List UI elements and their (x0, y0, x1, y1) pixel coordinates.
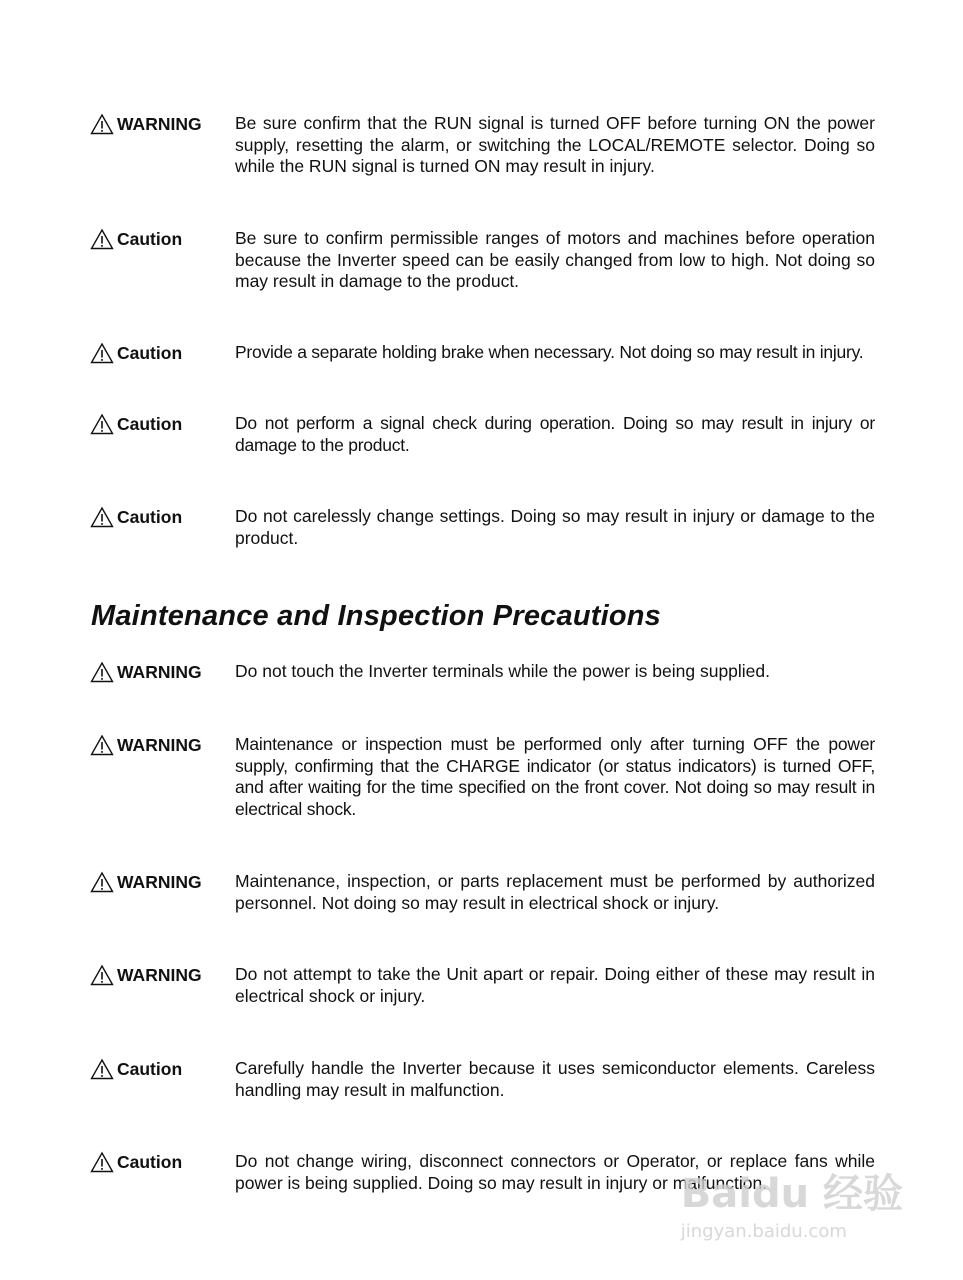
notice-label: Caution (117, 343, 183, 363)
notice-text: Do not change wiring, disconnect connectors or Operator, or replace fans while power is being supplied. Doing so may result in injury or malfunction. (235, 1151, 875, 1193)
notice-text: Maintenance, inspection, or parts replacement must be performed by authorized personnel. Not doing so may result in electrical shock or injury. (235, 871, 875, 913)
watermark-url: jingyan.baidu.com (680, 1221, 847, 1242)
warning-triangle-icon (90, 734, 114, 756)
section-title: Maintenance and Inspection Precautions (91, 600, 661, 632)
notice-text: Do not perform a signal check during operation. Doing so may result in injury or damage to the product. (235, 413, 875, 455)
notice-label: Caution (117, 229, 183, 249)
notice-label: WARNING (117, 735, 202, 755)
notice-label: WARNING (117, 114, 202, 134)
notice-text: Provide a separate holding brake when necessary. Not doing so may result in injury. (235, 342, 864, 362)
notice-text: Be sure to confirm permissible ranges of motors and machines before operation because the Inverter speed can be easily changed from low to high. Not doing so may result in damage to the product. (235, 228, 875, 292)
notice-text: Do not carelessly change settings. Doing so may result in injury or damage to the product. (235, 506, 875, 548)
notice-label: Caution (117, 1059, 183, 1079)
notice-text: Carefully handle the Inverter because it uses semiconductor elements. Careless handling may result in malfunction. (235, 1058, 875, 1100)
notice-text: Do not touch the Inverter terminals while the power is being supplied. (235, 661, 771, 681)
warning-triangle-icon (90, 661, 114, 683)
watermark-brand: Baidu 经验 (680, 1171, 903, 1217)
notice-label: WARNING (117, 872, 202, 892)
notice-label: WARNING (117, 965, 202, 985)
watermark (681, 1162, 903, 1242)
warning-triangle-icon (90, 342, 114, 364)
warning-triangle-icon (90, 413, 114, 435)
notice-label: WARNING (117, 662, 202, 682)
warning-triangle-icon (90, 871, 114, 893)
warning-triangle-icon (90, 1058, 114, 1080)
notice-text: Do not attempt to take the Unit apart or repair. Doing either of these may result in electrical shock or injury. (235, 964, 875, 1006)
notice-text: Be sure confirm that the RUN signal is turned OFF before turning ON the power supply, resetting the alarm, or switching the LOCAL/REMOTE selector. Doing so while the RUN signal is turned ON may result in injury. (235, 113, 875, 177)
notice-label: Caution (117, 414, 183, 434)
warning-triangle-icon (90, 113, 114, 135)
notice-text: Maintenance or inspection must be performed only after turning OFF the power supply, confirming that the CHARGE indicator (or status indicators) is turned OFF, and after waiting for the time specified on the front cover. Not doing so may result in electrical shock. (235, 734, 875, 819)
warning-triangle-icon (90, 1151, 114, 1173)
warning-triangle-icon (90, 228, 114, 250)
notice-label: Caution (117, 507, 183, 527)
warning-triangle-icon (90, 964, 114, 986)
warning-triangle-icon (90, 506, 114, 528)
notice-label: Caution (117, 1152, 183, 1172)
